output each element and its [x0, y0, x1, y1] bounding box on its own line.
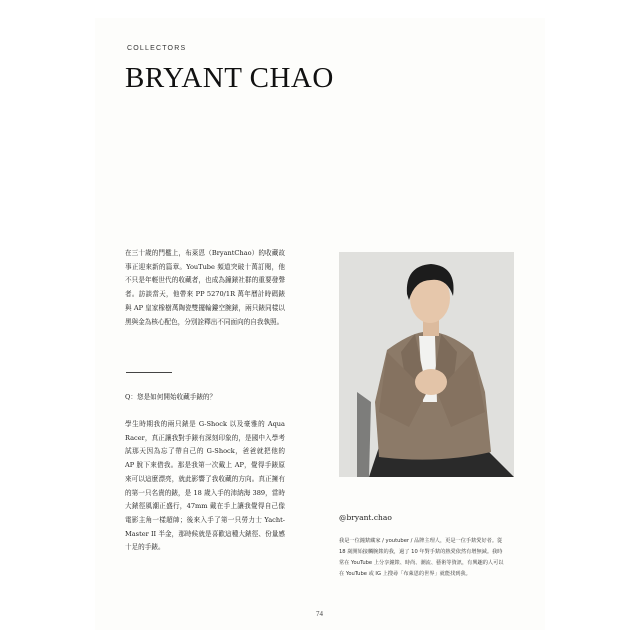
section-label: COLLECTORS [127, 45, 187, 52]
interview-answer: 學生時期我的兩只錶是 G-Shock 以及豪雅的 Aqua Racer，真正讓我對手錶有深刻印象的，是國中入學考試那天因為忘了帶自己的 G-Shock，爸爸就把他的 AP 脫下來借我。那是我第一次戴上 AP，覺得手錶原來可以這麼漂亮，就此影響了我收藏的方向。真正擁有的第一只名貴的錶，是 18 歲入手的沛納海 389，當時大錶徑風潮正盛行，47mm 戴在手上讓我覺得自己像電影主角一樣超帥；後來入手了第一只勞力士 Yacht-Master II 半金，那時候就是喜歡這種大錶徑、份量感十足的手錶。 [125, 420, 285, 552]
bio-paragraph: 我是一位鐘錶藏家 / youtuber / 品牌主理人，更是一位手錶愛好者。從 18 歲開始接觸腕錶的我，過了 10 年對手錶的熱愛依然有增無減。我時常在 YouTube 上分享鐘錶、時尚、潮流、藝術等資訊，有興趣的人可以在 YouTube 或 IG 上搜尋「布萊恩的世界」就能找到我。 [339, 538, 504, 577]
article-title: BRYANT CHAO [125, 62, 334, 94]
instagram-handle: @bryant.chao [339, 513, 392, 522]
portrait-illustration [339, 252, 514, 477]
interview-question: Q：您是如何開始收藏手錶的？ [125, 393, 217, 401]
intro-paragraph: 在三十歲的門檻上，布萊恩（BryantChao）的收藏故事正迎來新的篇章。YouTube 頻道突破十萬訂閱，他不只是年輕世代的收藏者，也成為鐘錶社群的重要發聲者。訪談當天，他帶來 PP 5270/1R 萬年曆計時碼錶與 AP 皇家橡樹萬陶瓷雙擺輪鏤空腕錶，兩只錶同樣以黑與金為核心配色，分別詮釋出不同面向的自我執照。 [125, 249, 285, 326]
page-number: 74 [316, 610, 323, 618]
portrait-photo [339, 252, 514, 477]
divider-rule [126, 372, 172, 373]
